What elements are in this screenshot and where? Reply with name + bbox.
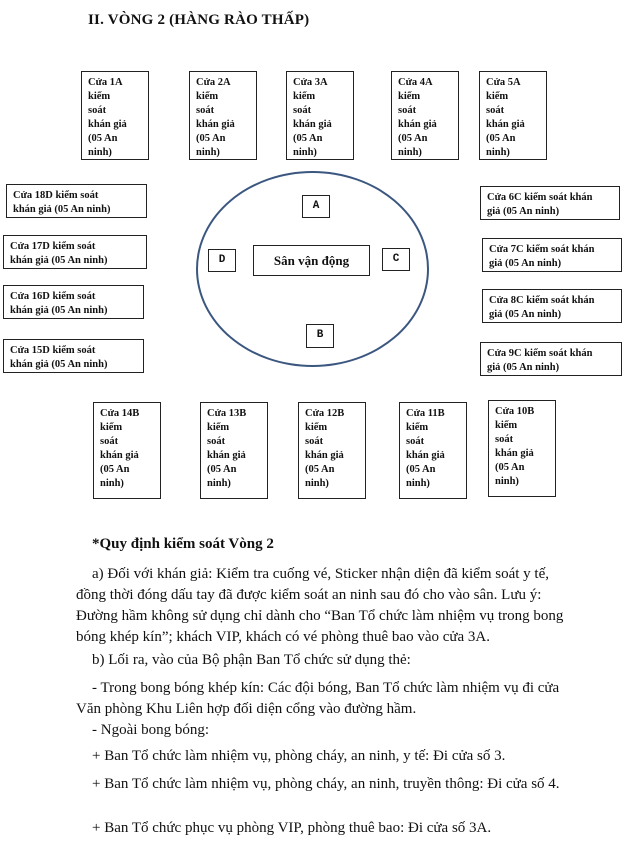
- rules-title: *Quy định kiểm soát Vòng 2: [92, 536, 274, 552]
- door-13b: Cửa 13B kiểm soát khán giả (05 An ninh): [200, 402, 268, 499]
- door-7c: Cửa 7C kiểm soát khán giả (05 An ninh): [482, 238, 622, 272]
- door-6c: Cửa 6C kiểm soát khán giả (05 An ninh): [480, 186, 620, 220]
- rule-para-a: a) Đối với khán giả: Kiểm tra cuống vé, Sticker nhận diện đã kiểm soát y tế, đồng thời đóng dấu tay đã được kiểm soát an ninh sau đó cho vào sân. Lưu ý: Đường hầm không sử dụng chỉ dành cho “Ban Tổ chức làm nhiệm vụ trong bong bóng khép kín”; khách VIP, khách có vé phòng thuê bao vào cửa 3A.: [76, 566, 564, 645]
- rule-para-door3: + Ban Tổ chức làm nhiệm vụ, phòng cháy, an ninh, y tế: Đi cửa số 3.: [92, 748, 506, 764]
- gate-d: D: [208, 249, 236, 272]
- door-4a: Cửa 4A kiểm soát khán giả (05 An ninh): [391, 71, 459, 160]
- rule-para-door3a: + Ban Tổ chức phục vụ phòng VIP, phòng thuê bao: Đi cửa số 3A.: [92, 820, 492, 836]
- door-5a: Cửa 5A kiểm soát khán giả (05 An ninh): [479, 71, 547, 160]
- rule-para-inside: - Trong bong bóng khép kín: Các đội bóng, Ban Tổ chức làm nhiệm vụ đi cửa Văn phòng Khu Liên hợp đối diện cổng vào đường hầm.: [76, 680, 560, 717]
- section-heading: II. VÒNG 2 (HÀNG RÀO THẤP): [88, 12, 310, 28]
- door-14b: Cửa 14B kiểm soát khán giả (05 An ninh): [93, 402, 161, 499]
- door-9c: Cửa 9C kiểm soát khán giả (05 An ninh): [480, 342, 622, 376]
- gate-a: A: [302, 195, 330, 218]
- door-2a: Cửa 2A kiểm soát khán giả (05 An ninh): [189, 71, 257, 160]
- rule-para-b: b) Lối ra, vào của Bộ phận Ban Tổ chức sử dụng thẻ:: [92, 652, 411, 668]
- door-18d: Cửa 18D kiểm soát khán giả (05 An ninh): [6, 184, 147, 218]
- door-10b: Cửa 10B kiểm soát khán giả (05 An ninh): [488, 400, 556, 497]
- gate-c: C: [382, 248, 410, 271]
- door-1a: Cửa 1A kiểm soát khán giả (05 An ninh): [81, 71, 149, 160]
- door-8c: Cửa 8C kiểm soát khán giả (05 An ninh): [482, 289, 622, 323]
- door-16d: Cửa 16D kiểm soát khán giả (05 An ninh): [3, 285, 144, 319]
- door-3a: Cửa 3A kiểm soát khán giả (05 An ninh): [286, 71, 354, 160]
- door-17d: Cửa 17D kiểm soát khán giả (05 An ninh): [3, 235, 147, 269]
- door-15d: Cửa 15D kiểm soát khán giả (05 An ninh): [3, 339, 144, 373]
- stadium-field: Sân vận động: [253, 245, 370, 276]
- door-11b: Cửa 11B kiểm soát khán giả (05 An ninh): [399, 402, 467, 499]
- gate-b: B: [306, 324, 334, 348]
- door-12b: Cửa 12B kiểm soát khán giả (05 An ninh): [298, 402, 366, 499]
- rule-para-outside: - Ngoài bong bóng:: [92, 722, 210, 738]
- rule-para-door4: + Ban Tổ chức làm nhiệm vụ, phòng cháy, an ninh, truyền thông: Đi cửa số 4.: [92, 776, 560, 792]
